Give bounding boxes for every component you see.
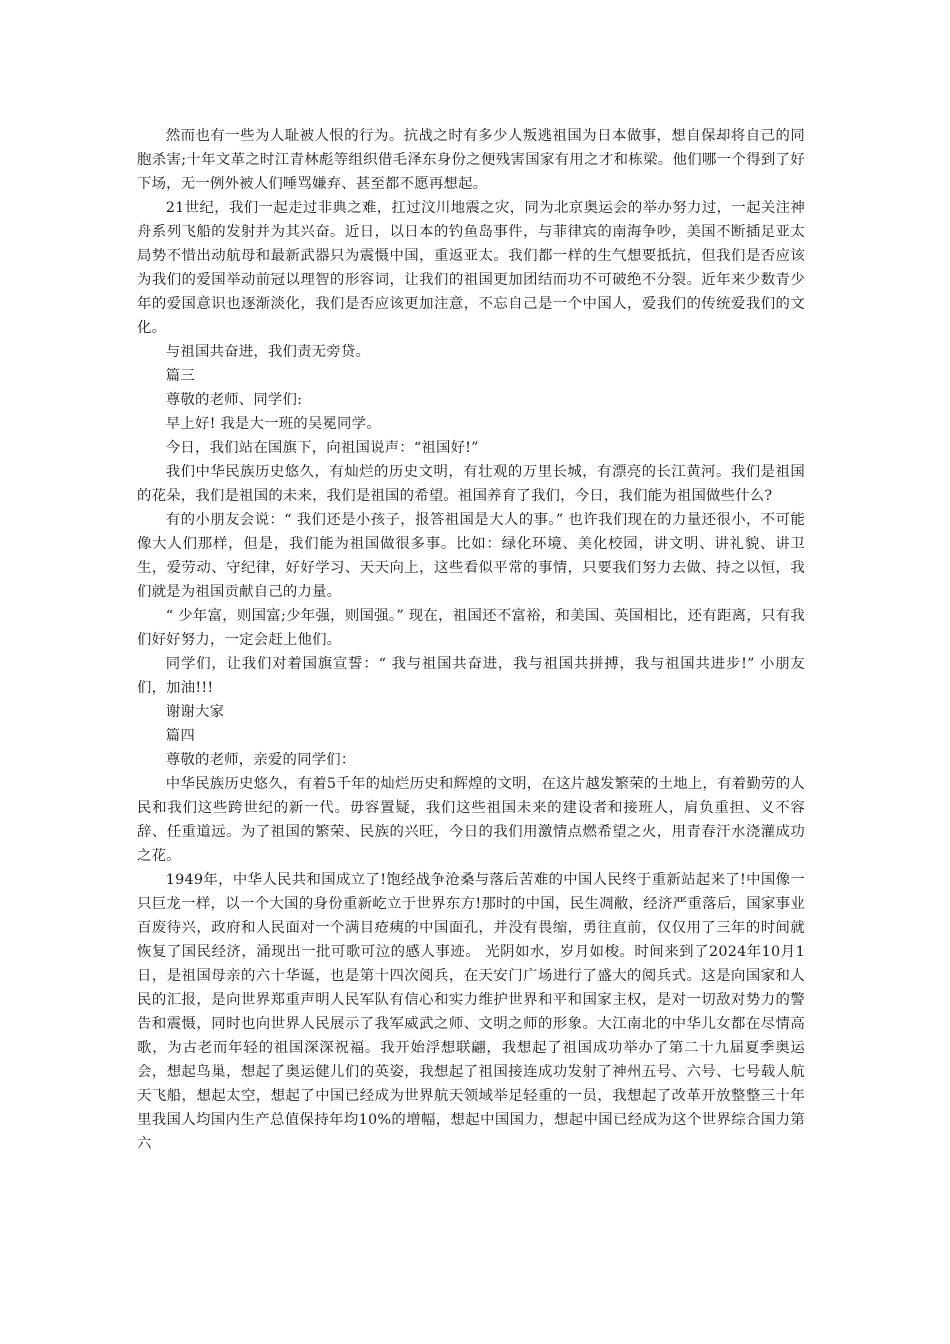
paragraph-11: 同学们，让我们对着国旗宣誓：“ 我与祖国共奋进，我与祖国共拼搏，我与祖国共进步!” 小朋友们，加油!!! xyxy=(137,656,805,696)
paragraph-7: 今日，我们站在国旗下，向祖国说声：“祖国好!” xyxy=(165,440,479,456)
greeting-3: 早上好! 我是大一班的吴冕同学。 xyxy=(165,416,381,432)
paragraph-9: 有的小朋友会说：“ 我们还是小孩子，报答祖国是大人的事。” 也许我们现在的力量还很小，不可能像大人们那样，但是，我们能为祖国做很多事。比如：绿化环境、美化校园，讲文明、讲礼貌、讲卫生，爱劳动、守纪律，好好学习、天天向上，这些看似平常的事情，只要我们努力去做、持之以恒，我们就是为祖国贡献自己的力量。 xyxy=(137,512,805,600)
closing-3: 谢谢大家 xyxy=(165,704,225,720)
salutation-4: 尊敬的老师，亲爱的同学们： xyxy=(165,752,356,768)
salutation-3: 尊敬的老师、同学们: xyxy=(165,392,303,408)
paragraph-8: 我们中华民族历史悠久，有灿烂的历史文明，有壮观的万里长城，有漂亮的长江黄河。我们是祖国的花朵，我们是祖国的未来，我们是祖国的希望。祖国养育了我们，今日，我们能为祖国做些什么? xyxy=(137,464,805,504)
paragraph-15: 中华民族历史悠久，有着5千年的灿烂历史和辉煌的文明，在这片越发繁荣的土地上，有着勤劳的人民和我们这些跨世纪的新一代。毋容置疑，我们这些祖国未来的建设者和接班人，肩负重担、义不容辞、任重道远。为了祖国的繁荣、民族的兴旺，今日的我们用激情点燃希望之火，用青春汗水浇灌成功之花。 xyxy=(137,776,805,864)
document-page xyxy=(137,124,805,1156)
paragraph-1: 然而也有一些为人耻被人恨的行为。抗战之时有多少人叛逃祖国为日本做事，想自保却将自己的同胞杀害;十年文革之时江青林彪等组织借毛泽东身份之便残害国家有用之才和栋梁。他们哪一个得到了好下场，无一例外被人们唾骂嫌弃、甚至都不愿再想起。 xyxy=(137,128,805,192)
paragraph-2: 21世纪，我们一起走过非典之难，扛过汶川地震之灾，同为北京奥运会的举办努力过，一起关注神舟系列飞船的发射并为其兴奋。近日，以日本的钓鱼岛事件，与菲律宾的南海争吵，美国不断插足亚太局势不惜出动航母和最新武器只为震慑中国，重返亚太。我们都一样的生气想要抵抗，但我们是否应该为我们的爱国举动前冠以理智的形容词，让我们的祖国更加团结而功不可破绝不分裂。近年来少数青少年的爱国意识也逐渐淡化，我们是否应该更加注意，不忘自己是一个中国人，爱我们的传统爱我们的文化。 xyxy=(137,200,805,336)
paragraph-10: “ 少年富，则国富;少年强，则国强。” 现在，祖国还不富裕，和美国、英国相比，还有距离，只有我们好好努力，一定会赶上他们。 xyxy=(137,608,805,648)
paragraph-3: 与祖国共奋进，我们责无旁贷。 xyxy=(165,344,371,360)
paragraph-16: 1949年，中华人民共和国成立了!饱经战争沧桑与落后苦难的中国人民终于重新站起来了!中国像一只巨龙一样，以一个大国的身份重新屹立于世界东方!那时的中国，民生凋敝，经济严重落后，国家事业百废待兴，政府和人民面对一个满目疮痍的中国面孔，并没有畏缩，勇往直前，仅仅用了三年的时间就恢复了国民经济，涌现出一批可歌可泣的感人事迹。 光阴如水，岁月如梭。时间来到了2024年10月1日，是祖国母亲的六十华诞，也是第十四次阅兵，在天安门广场进行了盛大的阅兵式。这是向国家和人民的汇报，是向世界郑重声明人民军队有信心和实力维护世界和平和国家主权，是对一切敌对势力的警告和震慑，同时也向世界人民展示了我军威武之师、文明之师的形象。大江南北的中华儿女都在尽情高歌，为古老而年轻的祖国深深祝福。我开始浮想联翩，我想起了祖国成功举办了第二十九届夏季奥运会，想起鸟巢，想起了奥运健儿们的英姿，我想起了祖国接连成功发射了神州五号、六号、七号载人航天飞船，想起太空，想起了中国已经成为世界航天领域举足轻重的一员，我想起了改革开放整整三十年里我国人均国内生产总值保持年均10%的增幅，想起中国国力，想起中国已经成为这个世界综合国力第六 xyxy=(137,872,805,1152)
section-heading-4: 篇四 xyxy=(165,728,195,744)
section-heading-3: 篇三 xyxy=(165,368,195,384)
